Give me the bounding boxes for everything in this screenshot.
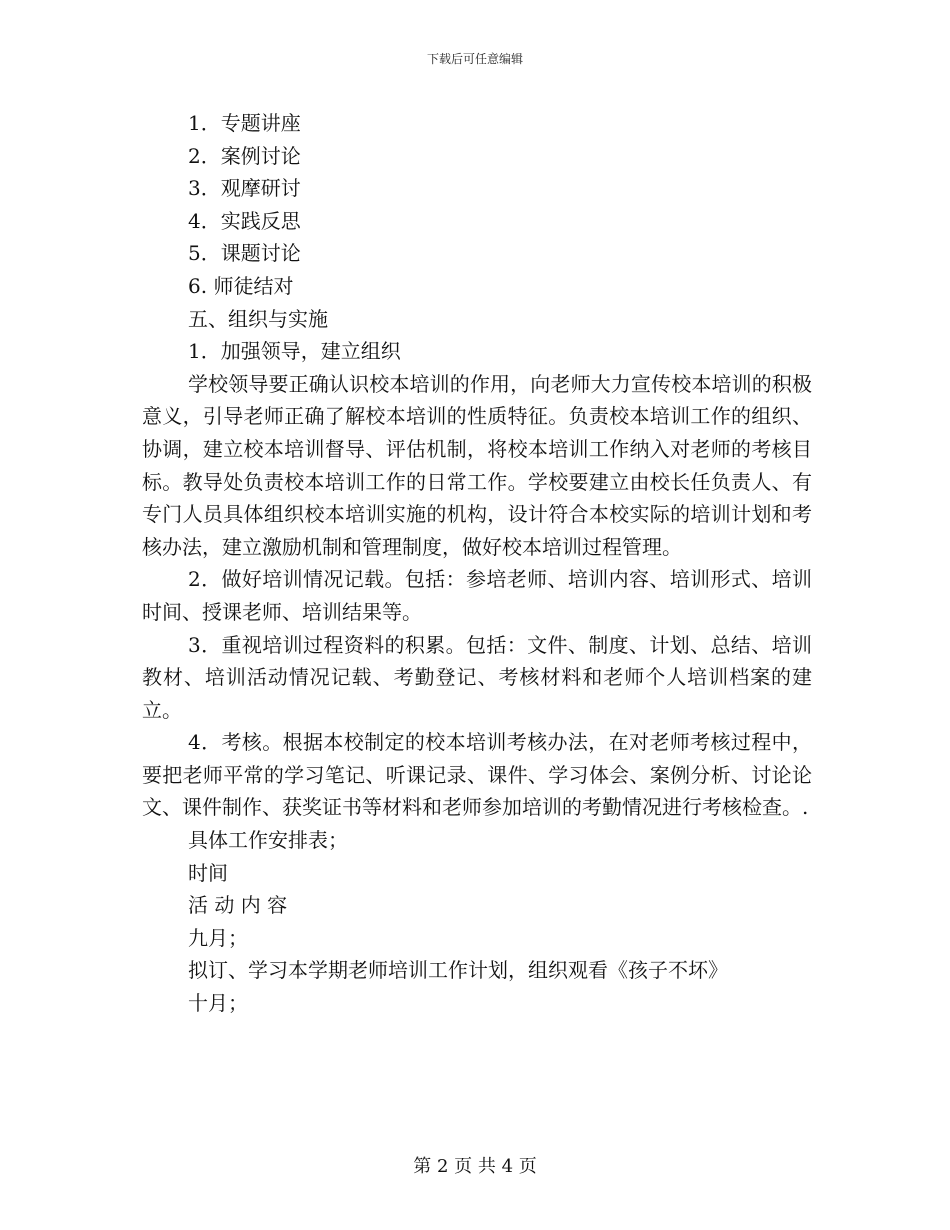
paragraph-records: 2．做好培训情况记载。包括：参培老师、培训内容、培训形式、培训时间、授课老师、培训结果等。 [142, 567, 812, 624]
method-item-4: 4．实践反思 [188, 208, 301, 233]
document-body [142, 107, 812, 1020]
schedule-month-october: 十月； [188, 991, 248, 1016]
paragraph-assessment: 4．考核。根据本校制定的校本培训考核办法，在对老师考核过程中，要把老师平常的学习笔记、听课记录、课件、学习体会、案例分析、讨论论文、课件制作、获奖证书等材料和老师参加培训的考勤情况进行考核检查。. [142, 730, 812, 820]
schedule-month-september: 九月； [188, 925, 248, 950]
section-title: 五、组织与实施 [188, 306, 328, 331]
method-item-5: 5．课题讨论 [188, 241, 301, 266]
schedule-september-content: 拟订、学习本学期老师培训工作计划，组织观看《孩子不坏》 [188, 958, 728, 983]
schedule-column-time: 时间 [188, 860, 228, 885]
schedule-column-content: 活 动 内 容 [188, 893, 288, 918]
method-item-3: 3．观摩研讨 [188, 176, 301, 201]
page-number: 第 2 页 共 4 页 [413, 1156, 537, 1177]
subsection-title: 1．加强领导，建立组织 [188, 339, 401, 364]
paragraph-leadership: 学校领导要正确认识校本培训的作用，向老师大力宣传校本培训的积极意义，引导老师正确了解校本培训的性质特征。负责校本培训工作的组织、协调，建立校本培训督导、评估机制，将校本培训工作纳入对老师的考核目标。教导处负责校本培训工作的日常工作。学校要建立由校长任负责人、有专门人员具体组织校本培训实施的机构，设计符合本校实际的培训计划和考核办法，建立激励机制和管理制度，做好校本培训过程管理。 [142, 371, 812, 559]
method-item-6: 6. 师徒结对 [188, 273, 294, 298]
paragraph-materials: 3．重视培训过程资料的积累。包括：文件、制度、计划、总结、培训教材、培训活动情况记载、考勤登记、考核材料和老师个人培训档案的建立。 [142, 632, 812, 722]
method-item-2: 2．案例讨论 [188, 143, 301, 168]
schedule-title: 具体工作安排表； [188, 828, 348, 853]
method-item-1: 1．专题讲座 [188, 111, 301, 135]
page-header-note: 下载后可任意编辑 [426, 52, 523, 66]
